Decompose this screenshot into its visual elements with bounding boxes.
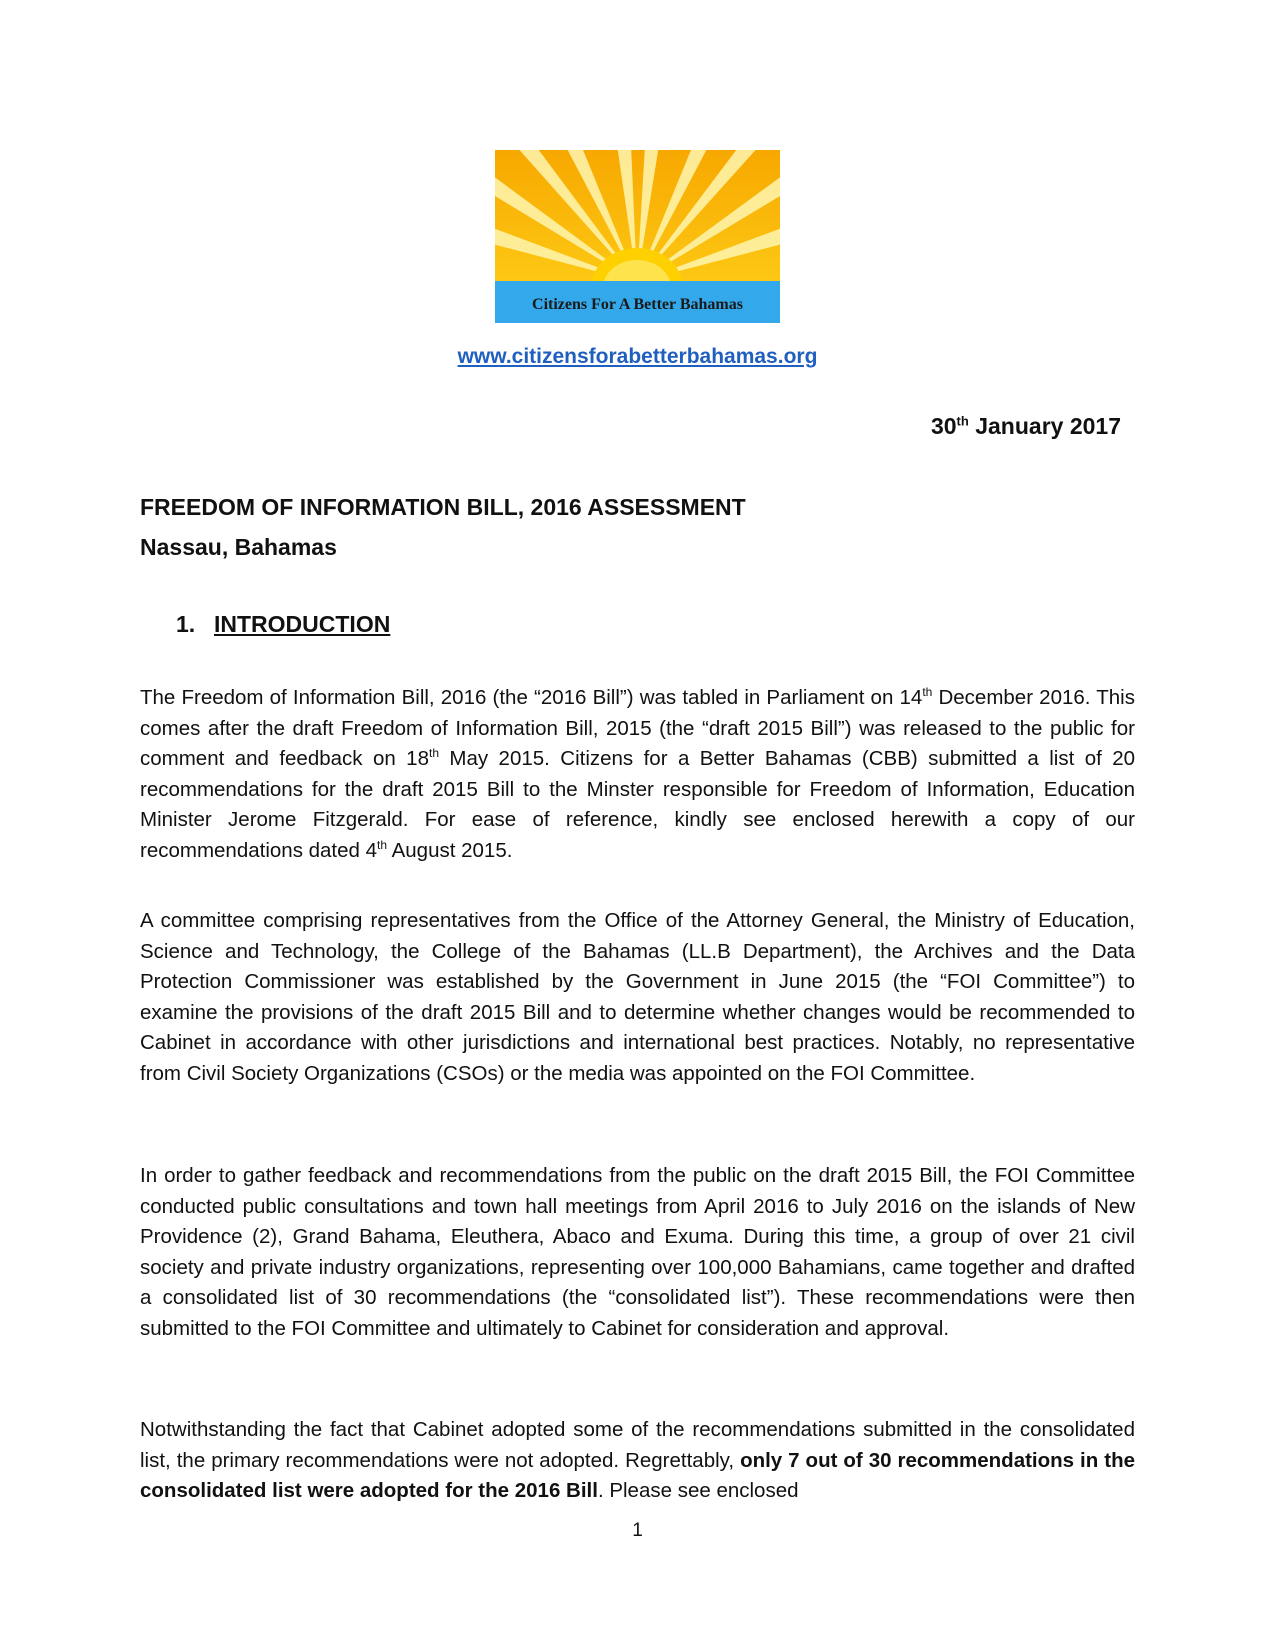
page-number: 1 bbox=[632, 1520, 643, 1541]
paragraph-2: A committee comprising representatives from the Office of the Attorney General, the Ministry of Education, Science and Technology, the College of the Bahamas (LL.B Department), the Archives and the Data Protection Commissioner was established by the Government in June 2015 (the “FOI Committee”) to examine the provisions of the draft 2015 Bill and to determine whether changes would be recommended to Cabinet in accordance with other jurisdictions and international best practices. Notably, no representative from Civil Society Organizations (CSOs) or the media was appointed on the FOI Committee. bbox=[140, 909, 1135, 1085]
logo-text: Citizens For A Better Bahamas bbox=[532, 296, 743, 313]
paragraph-1-text-a: The Freedom of Information Bill, 2016 (the “2016 Bill”) was tabled in Parliament on 14 bbox=[140, 686, 923, 709]
paragraph-1 bbox=[140, 683, 1135, 866]
website-link[interactable]: www.citizensforabetterbahamas.org bbox=[457, 345, 818, 368]
ordinal-suffix: th bbox=[922, 685, 933, 700]
section-heading bbox=[176, 611, 390, 638]
date-day: 30 bbox=[930, 413, 957, 439]
document-date bbox=[931, 413, 1121, 440]
date-suffix: th bbox=[956, 413, 969, 429]
document-subtitle: Nassau, Bahamas bbox=[140, 534, 337, 560]
section-number: 1. bbox=[176, 611, 196, 637]
ordinal-suffix: th bbox=[428, 746, 439, 761]
paragraph-3: In order to gather feedback and recommendations from the public on the draft 2015 Bill, the FOI Committee conducted public consultations and town hall meetings from April 2016 to July 2016 on the islands of New Providence (2), Grand Bahama, Eleuthera, Abaco and Exuma. During this time, a group of over 21 civil society and private industry organizations, representing over 100,000 Bahamians, came together and drafted a consolidated list of 30 recommendations (the “consolidated list”). These recommendations were then submitted to the FOI Committee and ultimately to Cabinet for consideration and approval. bbox=[140, 1164, 1135, 1340]
ordinal-suffix: th bbox=[377, 837, 388, 852]
paragraph-1-text-d: August 2015. bbox=[387, 838, 513, 862]
document-title: FREEDOM OF INFORMATION BILL, 2016 ASSESSMENT bbox=[140, 494, 746, 520]
paragraph-4-text-b: . Please see enclosed bbox=[597, 1479, 799, 1502]
paragraph-1-text-b: December 2016. This comes after the draft Freedom of Information Bill, 2015 (the “draft 2015 Bill”) was released to the public for comment and feedback on 18 bbox=[140, 686, 1135, 770]
paragraph-4 bbox=[140, 1415, 1135, 1507]
date-rest: January 2017 bbox=[968, 413, 1121, 439]
paragraph-4-bold-text: only 7 out of 30 recommendations in the consolidated list were adopted for the 2016 Bill bbox=[140, 1448, 1135, 1502]
paragraph-4-text-a: Notwithstanding the fact that Cabinet adopted some of the recommendations submitted in the consolidated list, the primary recommendations were not adopted. Regrettably, bbox=[140, 1418, 1135, 1472]
organization-logo bbox=[495, 150, 780, 323]
section-label: INTRODUCTION bbox=[214, 611, 391, 637]
paragraph-1-text-c: May 2015. Citizens for a Better Bahamas (CBB) submitted a list of 20 recommendations for the draft 2015 Bill to the Minster responsible for Freedom of Information, Education Minister Jerome Fitzgerald. For ease of reference, kindly see enclosed herewith a copy of our recommendations dated 4 bbox=[140, 747, 1136, 862]
